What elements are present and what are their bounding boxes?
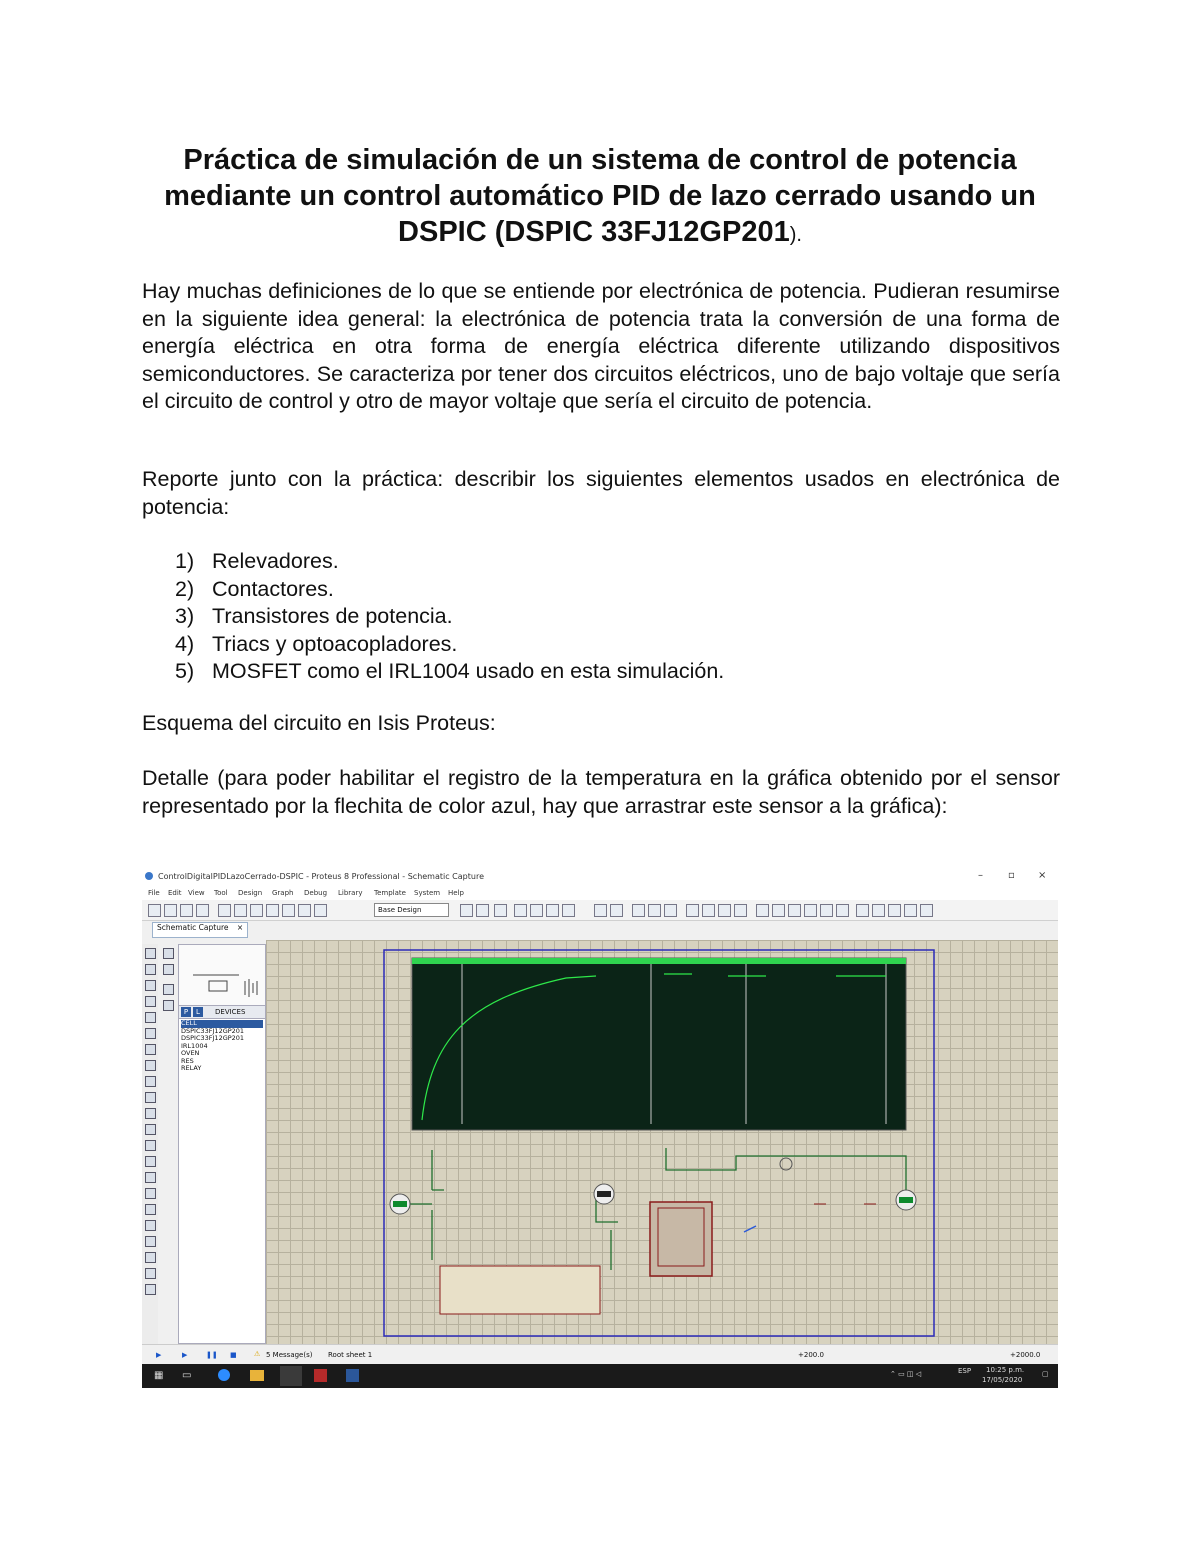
copy-icon[interactable] <box>648 904 661 917</box>
proteus-taskbar-icon[interactable] <box>280 1366 302 1386</box>
bus-icon[interactable] <box>145 1028 156 1039</box>
library-manager-button[interactable]: L <box>193 1007 203 1017</box>
list-item[interactable]: DSPIC33FJ12GP201 <box>181 1034 245 1042</box>
block-move-icon[interactable] <box>702 904 715 917</box>
wire-label-icon[interactable] <box>145 996 156 1007</box>
mirror-x-icon[interactable] <box>163 984 174 995</box>
redo-icon[interactable] <box>610 904 623 917</box>
file-explorer-icon[interactable] <box>250 1370 264 1381</box>
coord-readout: +200.0 <box>798 1351 824 1359</box>
panel-header <box>179 1006 265 1019</box>
report-paragraph: Reporte junto con la práctica: describir los siguientes elementos usados en electrónica de potencia: <box>142 467 1060 519</box>
schematic-drawing <box>266 940 1058 1344</box>
element-list <box>175 548 724 686</box>
list-item[interactable]: OVEN <box>181 1049 200 1057</box>
acrobat-icon[interactable] <box>314 1369 327 1382</box>
rotate-toolbar <box>160 944 176 1044</box>
origin-icon[interactable] <box>494 904 507 917</box>
zoom-in-icon[interactable] <box>530 904 543 917</box>
menu-bar <box>142 888 1058 900</box>
schematic-icon[interactable] <box>234 904 247 917</box>
status-bar <box>142 1344 1058 1365</box>
menu-edit[interactable]: Edit <box>168 889 182 897</box>
intro-paragraph: Hay muchas definiciones de lo que se entiende por electrónica de potencia. Pudieran resumirse en la siguiente idea general: la electrónica de potencia trata la conversión de una forma de energía eléctrica en otra forma de energía eléctrica diferente utilizando dispositivos semiconductores. Se caracteriza por tener dos circuitos eléctricos, uno de bajo voltaje que sería el circuito de control y otro de mayor voltaje que sería el circuito de potencia. <box>142 279 1060 413</box>
arc-icon[interactable] <box>145 1220 156 1231</box>
list-item[interactable]: IRL1004 <box>181 1041 208 1050</box>
pick-device-icon[interactable] <box>756 904 769 917</box>
schematic-canvas[interactable] <box>266 940 1058 1344</box>
menu-graph[interactable]: Graph <box>272 889 294 897</box>
text-icon[interactable] <box>145 1252 156 1263</box>
list-item[interactable]: DSPIC33FJ12GP201 <box>181 1026 245 1035</box>
menu-library[interactable]: Library <box>338 889 363 897</box>
coord-readout-2: +2000.0 <box>1010 1351 1041 1359</box>
menu-debug[interactable]: Debug <box>304 889 328 897</box>
sheet-name: Root sheet 1 <box>328 1351 373 1359</box>
variant-select[interactable]: Base Design <box>374 903 449 917</box>
list-item[interactable]: RELAY <box>181 1064 202 1072</box>
menu-tool[interactable]: Tool <box>214 889 228 897</box>
component-mode-icon[interactable] <box>145 964 156 975</box>
symbol-icon[interactable] <box>145 1268 156 1279</box>
pcb-icon[interactable] <box>250 904 263 917</box>
dspic-chip <box>440 1266 600 1314</box>
undo-icon[interactable] <box>594 904 607 917</box>
refresh-icon[interactable] <box>460 904 473 917</box>
device-preview <box>179 945 265 1006</box>
tray-icons[interactable]: ⌃ ▭ ◫ ◁ <box>890 1370 922 1378</box>
window-titlebar <box>142 866 1058 888</box>
proteus-screenshot <box>142 866 1058 1388</box>
subcircuit-icon[interactable] <box>145 1044 156 1055</box>
erc-icon[interactable] <box>920 904 933 917</box>
menu-file[interactable]: File <box>148 889 160 897</box>
gerber-icon[interactable] <box>266 904 279 917</box>
word-icon[interactable] <box>346 1369 359 1382</box>
save-icon[interactable] <box>180 904 193 917</box>
line-icon[interactable] <box>145 1172 156 1183</box>
paste-icon[interactable] <box>664 904 677 917</box>
generator-icon[interactable] <box>145 1124 156 1135</box>
grid-icon[interactable] <box>476 904 489 917</box>
print-icon[interactable] <box>196 904 209 917</box>
messages-count[interactable]: 5 Message(s) <box>266 1351 313 1359</box>
marker-icon[interactable] <box>145 1284 156 1295</box>
junction-dot-icon[interactable] <box>145 980 156 991</box>
zoom-all-icon[interactable] <box>562 904 575 917</box>
menu-system[interactable]: System <box>414 889 441 897</box>
tab-schematic-capture[interactable]: Schematic Capture × <box>152 922 248 938</box>
home-icon[interactable] <box>218 904 231 917</box>
minimize-icon[interactable]: – <box>978 870 983 881</box>
close-tab-icon[interactable]: × <box>236 923 244 932</box>
bom-icon[interactable] <box>282 904 295 917</box>
list-item: 2) Contactores. <box>175 576 334 601</box>
new-sheet-icon[interactable] <box>872 904 885 917</box>
list-item[interactable]: RES <box>181 1056 194 1065</box>
device-pins-icon[interactable] <box>145 1076 156 1087</box>
mode-toolbar <box>142 944 158 1366</box>
block-copy-icon[interactable] <box>686 904 699 917</box>
panel-title: DEVICES <box>215 1008 246 1016</box>
block-rotate-icon[interactable] <box>718 904 731 917</box>
detail-paragraph: Detalle (para poder habilitar el registro de la temperatura en la gráfica obtenido por el sensor representado por la flechita de color azul, hay que arrastrar este sensor a la gráfica): <box>142 766 1060 818</box>
open-file-icon[interactable] <box>164 904 177 917</box>
warning-icon: ⚠ <box>254 1350 261 1358</box>
notification-icon[interactable]: ▢ <box>1042 1370 1049 1378</box>
property-tool-icon[interactable] <box>856 904 869 917</box>
graph-mode-icon[interactable] <box>145 1092 156 1103</box>
schematic-heading: Esquema del circuito en Isis Proteus: <box>142 711 496 735</box>
page-title <box>140 142 1060 253</box>
new-file-icon[interactable] <box>148 904 161 917</box>
search-icon[interactable] <box>836 904 849 917</box>
pause-button[interactable]: ❚❚ <box>206 1351 218 1359</box>
clock-date: 17/05/2020 <box>982 1376 1023 1384</box>
step-button[interactable]: ▶ <box>182 1351 188 1359</box>
box-icon[interactable] <box>145 1188 156 1199</box>
menu-view[interactable]: View <box>188 889 205 897</box>
pan-icon[interactable] <box>514 904 527 917</box>
proteus-logo-icon <box>145 872 153 880</box>
help-icon[interactable] <box>314 904 327 917</box>
device-list <box>179 1019 265 1074</box>
start-icon[interactable]: ▦ <box>154 1370 164 1381</box>
text-script-icon[interactable] <box>145 1012 156 1023</box>
wire-autorouter-icon[interactable] <box>820 904 833 917</box>
tape-recorder-icon[interactable] <box>145 1108 156 1119</box>
rotate-cw-icon[interactable] <box>163 948 174 959</box>
bill-of-materials-icon[interactable] <box>904 904 917 917</box>
stop-button[interactable]: ■ <box>230 1351 237 1359</box>
terminals-icon[interactable] <box>145 1060 156 1071</box>
relay-coil <box>780 1158 792 1170</box>
mirror-y-icon[interactable] <box>163 1000 174 1011</box>
pick-devices-button[interactable]: P <box>181 1007 191 1017</box>
selection-mode-icon[interactable] <box>145 948 156 959</box>
oven <box>650 1202 712 1276</box>
close-icon[interactable]: × <box>1038 870 1047 881</box>
device-panel <box>178 944 266 1344</box>
list-item: 4) Triacs y optoacopladores. <box>175 631 458 656</box>
list-item[interactable]: CELL <box>181 1020 263 1028</box>
temperature-sensor-arrow <box>744 1226 756 1232</box>
title-main: Práctica de simulación de un sistema de control de potencia mediante un control automático PID de lazo cerrado usando un DSPIC (DSPIC 33FJ12GP201 <box>164 144 1036 248</box>
analog-graph[interactable] <box>412 958 906 1130</box>
main-toolbar <box>142 900 1058 921</box>
cut-icon[interactable] <box>632 904 645 917</box>
window-title: ControlDigitalPIDLazoCerrado-DSPIC - Proteus 8 Professional - Schematic Capture <box>158 872 484 881</box>
packaging-icon[interactable] <box>788 904 801 917</box>
list-item: 3) Transistores de potencia. <box>175 604 453 628</box>
language-indicator[interactable]: ESP <box>958 1367 972 1375</box>
menu-template[interactable]: Template <box>374 889 406 897</box>
preview-symbol <box>179 945 265 1005</box>
voltmeter-display <box>597 1191 611 1197</box>
make-device-icon[interactable] <box>772 904 785 917</box>
list-item: 1) Relevadores. <box>175 549 339 573</box>
menu-help[interactable]: Help <box>448 889 464 897</box>
title-tail: ). <box>789 224 802 246</box>
maximize-icon[interactable]: ▫ <box>1008 870 1015 881</box>
play-button[interactable]: ▶ <box>156 1351 162 1359</box>
voltmeter-right-display <box>899 1197 913 1203</box>
zoom-app-icon[interactable] <box>218 1369 230 1381</box>
block-delete-icon[interactable] <box>734 904 747 917</box>
zoom-out-icon[interactable] <box>546 904 559 917</box>
decompose-icon[interactable] <box>804 904 817 917</box>
code-icon[interactable] <box>298 904 311 917</box>
windows-taskbar <box>142 1364 1058 1388</box>
ammeter-display <box>393 1201 407 1207</box>
task-view-icon[interactable]: ▭ <box>182 1370 192 1381</box>
list-item: 5) MOSFET como el IRL1004 usado en esta simulación. <box>175 659 725 683</box>
remove-sheet-icon[interactable] <box>888 904 901 917</box>
rotate-ccw-icon[interactable] <box>163 964 174 975</box>
probe-icon[interactable] <box>145 1140 156 1151</box>
instruments-icon[interactable] <box>145 1156 156 1167</box>
circle-icon[interactable] <box>145 1204 156 1215</box>
clock-time: 10:25 p.m. <box>986 1366 1025 1374</box>
graph-title-bar <box>412 958 906 964</box>
path-icon[interactable] <box>145 1236 156 1247</box>
menu-design[interactable]: Design <box>238 889 263 897</box>
